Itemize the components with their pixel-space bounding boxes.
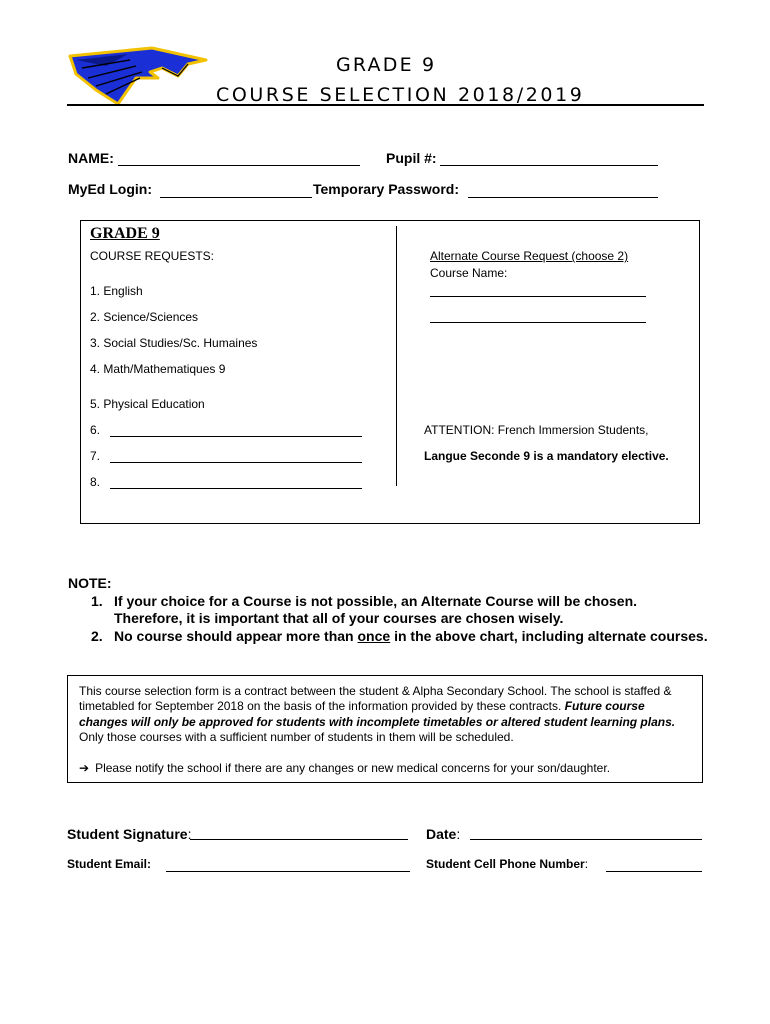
student-signature-colon: : [187,826,192,842]
course-requests-label: COURSE REQUESTS: [90,249,215,263]
course-item-6-field[interactable] [110,436,362,437]
note-item-2 [114,628,708,644]
student-phone-label [426,857,588,871]
course-name-label: Course Name: [430,266,508,280]
contract-text: This course selection form is a contract between the student & Alpha Secondary School. The school is staffed & timetabled for September 2018 on the basis of the information provided by these contracts. [79,684,672,714]
course-item-2: 2. Science/Sciences [90,310,199,324]
attention-line-1: ATTENTION: French Immersion Students, [424,423,649,437]
pupil-number-field[interactable] [440,165,658,166]
student-phone-text: Student Cell Phone Number [426,857,585,871]
note-label: NOTE: [68,575,112,591]
notify-text: Please notify the school if there are any changes or new medical concerns for your son/daughter. [95,760,611,775]
temporary-password-label: Temporary Password: [313,181,460,197]
alternate-course-2-field[interactable] [430,322,646,323]
arrow-right-icon: ➔ [79,760,90,775]
student-signature-label [67,826,191,842]
note-item-1-number: 1. [91,593,103,609]
course-box-heading: GRADE 9 [90,225,160,242]
student-signature-field[interactable] [190,839,408,840]
name-label: NAME: [68,150,114,166]
course-item-3: 3. Social Studies/Sc. Humaines [90,336,258,350]
note-item-2-number: 2. [91,628,103,644]
contract-box [67,675,703,783]
course-item-8-field[interactable] [110,488,362,489]
myed-login-label: MyEd Login: [68,181,152,197]
column-divider [396,226,397,486]
attention-line-2: Langue Seconde 9 is a mandatory elective. [424,449,669,463]
note-item-1-line-1: If your choice for a Course is not possible, an Alternate Course will be chosen. [114,593,638,609]
student-email-label: Student Email: [67,857,152,871]
student-phone-colon: : [584,857,589,871]
course-item-1: 1. English [90,284,143,298]
course-item-6-label: 6. [90,423,101,437]
student-signature-text: Student Signature [67,826,188,842]
course-item-7-label: 7. [90,449,101,463]
contract-paragraph [79,684,691,746]
pupil-label: Pupil #: [386,150,437,166]
course-item-5: 5. Physical Education [90,397,205,411]
course-item-7-field[interactable] [110,462,362,463]
contract-emphasis: Future course changes will only be approved for students with incomplete timetables or altered student learning plans. [79,699,676,729]
note-item-2-text-before: No course should appear more than [114,628,358,644]
page-title: GRADE 9 [336,54,437,76]
title-rule [67,104,704,106]
date-field[interactable] [470,839,702,840]
note-item-2-text-after: in the above chart, including alternate courses. [390,628,708,644]
date-label [426,826,460,842]
course-item-4: 4. Math/Mathematiques 9 [90,362,226,376]
alternate-heading: Alternate Course Request (choose 2) [430,249,629,263]
notify-line [79,761,691,776]
student-phone-field[interactable] [606,871,702,872]
alternate-course-1-field[interactable] [430,296,646,297]
date-text: Date [426,826,457,842]
myed-login-field[interactable] [160,197,312,198]
note-item-1-line-2: Therefore, it is important that all of your courses are chosen wisely. [114,610,564,626]
student-email-field[interactable] [166,871,410,872]
date-colon: : [456,826,461,842]
school-logo-icon [66,46,208,106]
temporary-password-field[interactable] [468,197,658,198]
name-field[interactable] [118,165,360,166]
course-item-8-label: 8. [90,475,101,489]
page-subtitle: COURSE SELECTION 2018/2019 [216,84,585,106]
note-item-2-emphasis: once [357,628,391,644]
contract-text-2: Only those courses with a sufficient number of students in them will be scheduled. [79,730,514,745]
